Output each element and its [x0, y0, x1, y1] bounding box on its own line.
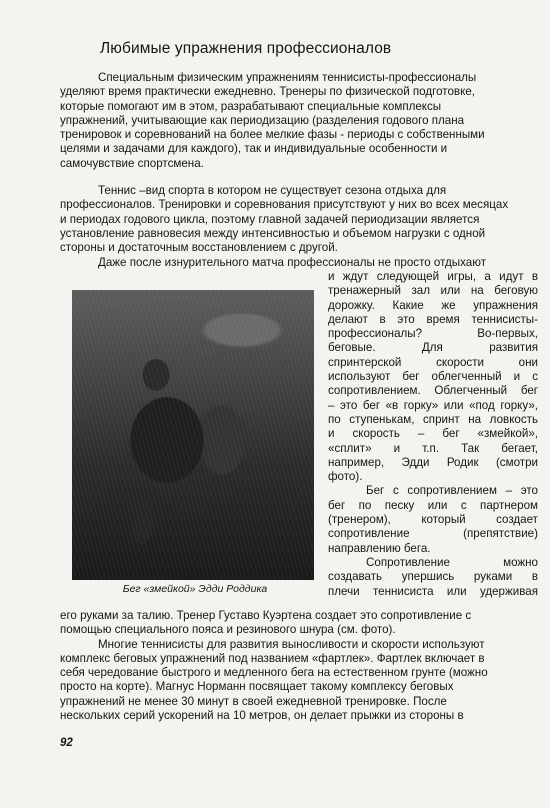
tennis-player-photo: [72, 290, 314, 580]
text-line: упражнений, учитывающие как периодизацию (разделения годового плана: [60, 113, 465, 127]
paragraph-2: [60, 184, 538, 255]
text-line: установление равновесия между интенсивностью и объемом нагрузки с одной: [60, 226, 486, 240]
text-line: Теннис –вид спорта в котором не существует сезона отдыха для: [98, 184, 447, 197]
text-line: спринтерской скорости они: [328, 355, 538, 369]
text-line: его руками за талию. Тренер Густаво Куэртена создает это сопротивление с: [60, 609, 472, 622]
text-line: и периодах годового цикла, поэтому главной задачей периодизации является: [60, 212, 480, 226]
text-line: Бег с сопротивлением – это: [366, 484, 538, 498]
text-line: стороны и достаточным восстановлением с другой.: [60, 241, 338, 255]
text-line: профессионалов. Тренировки и соревнования присутствуют у них во всех месяцах: [60, 198, 509, 212]
text-line: сопротивлением. Облегченный бег: [328, 384, 538, 398]
paragraph-1: [60, 71, 538, 171]
text-line: комплекс беговых упражнений под названием «фартлек». Фартлек включает в: [60, 651, 485, 665]
text-line: себя чередование быстрого и медленного бега на естественном грунте (можно: [60, 666, 488, 680]
text-line: например, Эдди Родик (смотри: [328, 455, 538, 469]
text-line: Специальным физическим упражнениям теннисисты-профессионалы: [98, 71, 477, 84]
text-line: бег по песку или с партнером: [328, 498, 538, 512]
page-title: Любимые упражнения профессионалов: [100, 40, 392, 57]
side-column-text: [328, 270, 538, 599]
paragraph-3-start: [60, 256, 538, 270]
text-line: уделяют время практически ежедневно. Тренеры по физической подготовке,: [60, 85, 475, 99]
text-line: нескольких серий ускорений на 10 метров, он делает прыжки из стороны в: [60, 709, 464, 723]
text-line: делают в это время теннисисты-: [328, 312, 538, 326]
text-line: сопротивление (препятствие): [328, 527, 538, 541]
text-line: Даже после изнурительного матча профессионалы не просто отдыхают: [98, 256, 487, 269]
text-line: (тренером), который создает: [328, 513, 538, 527]
continued-text: [60, 609, 538, 723]
text-line: используют бег облегченный и с: [328, 370, 538, 384]
text-line: самочувствие спортсмена.: [60, 156, 204, 170]
text-line: которые помогают им в этом, разрабатывают специальные комплексы: [60, 99, 442, 113]
text-line: просто на корте). Магнус Норманн посвящает такому комплексу беговых: [60, 680, 454, 694]
text-line: плечи теннисиста или удерживая: [328, 584, 538, 598]
text-line: дорожку. Какие же упражнения: [328, 298, 538, 312]
photo-caption: Бег «змейкой» Эдди Роддика: [122, 583, 268, 595]
text-line: по ступенькам, спринт на ловкость: [328, 412, 538, 426]
text-line: тренажерный зал или на беговую: [328, 284, 538, 298]
text-line: Многие теннисисты для развития выносливости и скорости используют: [98, 637, 485, 651]
text-line: тренировок и соревнований на более мелкие фазы - периоды с собственными: [60, 128, 485, 142]
text-line: беговые. Для развития: [328, 341, 538, 355]
text-line: упражнений не менее 30 минут в своей ежедневной тренировке. После: [60, 694, 447, 708]
text-line: создавать упершись руками в: [328, 570, 538, 584]
text-line: направлению бега.: [328, 541, 431, 555]
text-line: помощью специального пояса и резинового шнура (см. фото).: [60, 623, 396, 637]
text-line: «сплит» и т.п. Так бегает,: [328, 441, 538, 455]
text-line: – это бег «в горку» или «под горку»,: [328, 398, 538, 412]
text-line: и ждут следующей игры, а идут в: [328, 270, 538, 283]
text-line: фото).: [328, 470, 363, 484]
text-line: и скорость – бег «змейкой»,: [328, 427, 538, 441]
text-line: целями и задачами для каждого), так и индивидуальные особенности и: [60, 142, 448, 156]
text-line: профессионалы? Во-первых,: [328, 327, 538, 341]
text-line: Сопротивление можно: [366, 555, 538, 569]
page-number: 92: [60, 737, 73, 749]
